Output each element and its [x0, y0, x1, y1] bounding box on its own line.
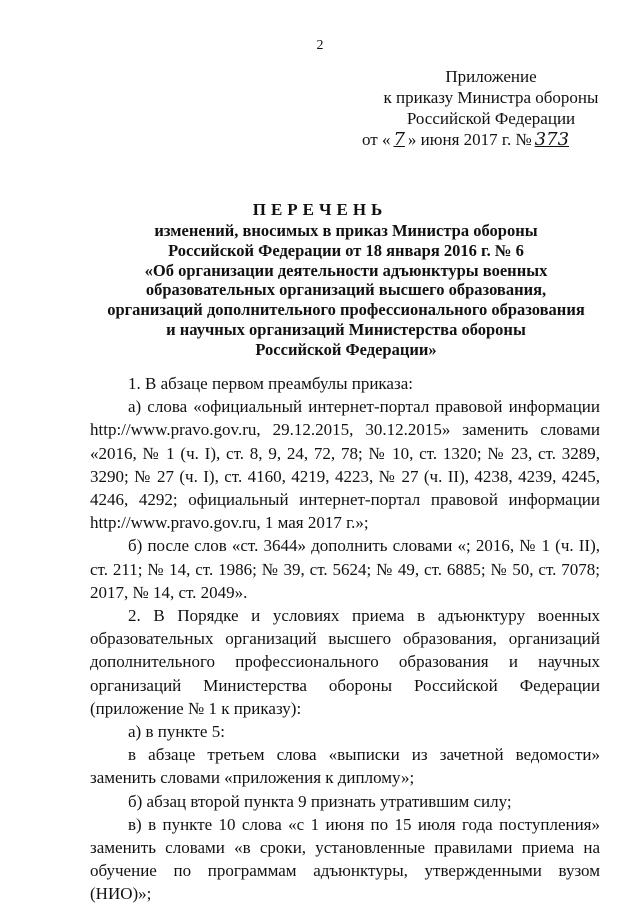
subtitle-line: Российской Федерации от 18 января 2016 г. № 6	[168, 240, 524, 260]
body-paragraph: а) в пункте 5:	[128, 722, 225, 742]
body-paragraph: а) слова «официальный интернет-портал правовой информации http://www.pravo.gov.ru, 29.12.2015, 30.12.2015» заменить словами «2016, № 1 (ч. I), ст. 8, 9, 24, 72, 78; № 10, ст. 1320; № 23, ст. 3289, 3290; № 27 (ч. I), ст. 4160, 4219, 4223, № 27 (ч. II), 4238, 4239, 4245, 4246, 4292; официальный интернет-портал правовой информации http://www.pravo.gov.ru, 1 мая 2017 г.»;	[90, 397, 600, 533]
body-paragraph: в) в пункте 10 слова «с 1 июня по 15 июля года поступления» заменить словами «в сроки, установленные правилами приема на обучение по программам адъюнктуры, утвержденными вузом (НИО)»;	[90, 814, 600, 904]
document-subtitle	[86, 221, 606, 360]
appendix-header	[360, 66, 622, 150]
appendix-line: к приказу Министра обороны	[383, 88, 599, 107]
page-number: 2	[316, 38, 324, 53]
order-middle: » июня 2017 г. №	[407, 130, 532, 149]
subtitle-line: изменений, вносимых в приказ Министра обороны	[154, 221, 538, 240]
body-paragraph: 1. В абзаце первом преамбулы приказа:	[128, 374, 413, 393]
appendix-line: Приложение	[445, 67, 537, 86]
body-paragraph: б) абзац второй пункта 9 признать утратившим силу;	[128, 791, 512, 811]
subtitle-line: организаций дополнительного профессионального образования	[107, 300, 585, 320]
body-paragraph: в абзаце третьем слова «выписки из зачетной ведомости» заменить словами «приложения к диплому»;	[90, 745, 600, 788]
order-prefix: от «	[362, 130, 391, 149]
body-paragraph: б) после слов «ст. 3644» дополнить словами «; 2016, № 1 (ч. II), ст. 211; № 14, ст. 1986; № 39, ст. 5624; № 49, ст. 6885; № 50, ст. 7078; 2017, № 14, ст. 2049».	[90, 536, 600, 602]
document-body	[90, 372, 600, 906]
subtitle-line: образовательных организаций высшего образования,	[145, 280, 547, 300]
body-paragraph: 2. В Порядке и условиях приема в адъюнктуру военных образовательных организаций высшего образования, организаций дополнительного профессионального образования и научных организаций Министерства обороны Российской Федерации (приложение № 1 к приказу):	[90, 606, 600, 718]
order-number-handwritten: 373	[534, 129, 570, 150]
appendix-line: Российской Федерации	[406, 109, 576, 128]
subtitle-line: и научных организаций Министерства обороны	[166, 319, 526, 339]
subtitle-line: Российской Федерации»	[255, 339, 437, 359]
order-day-handwritten: 7	[393, 129, 405, 150]
document-title: ПЕРЕЧЕНЬ	[252, 200, 388, 219]
order-date-line	[360, 129, 622, 150]
subtitle-line: «Об организации деятельности адъюнктуры военных	[144, 260, 548, 280]
